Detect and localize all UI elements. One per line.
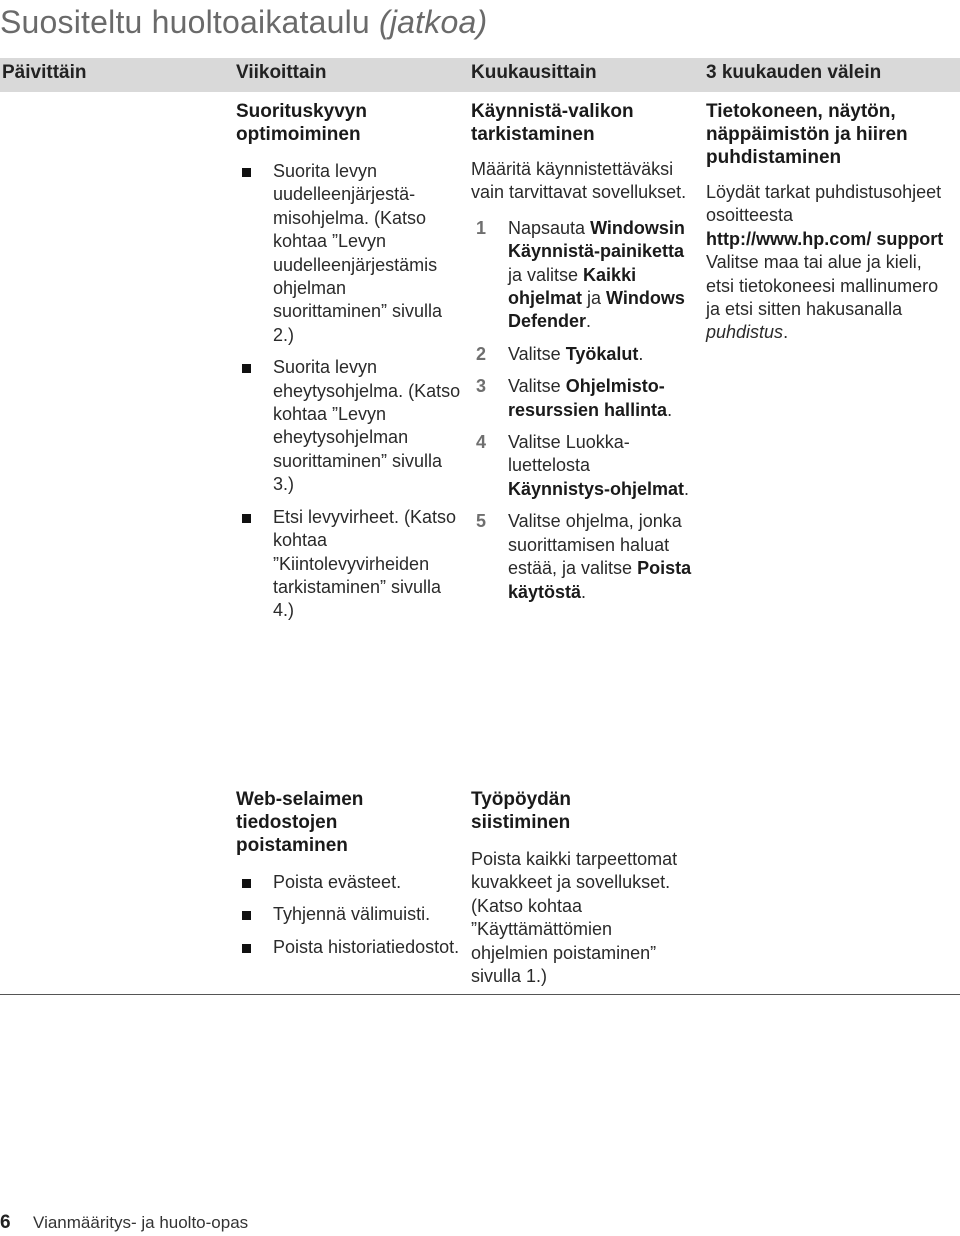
list-item: 5 Valitse ohjelma, jonka suorittamisen haluat estää, ja valitse Poista käytöstä.: [476, 511, 692, 602]
bullet-icon: [242, 514, 251, 523]
section-title: Tietokoneen, näytön, näppäimistön ja hiiren puhdistaminen: [706, 101, 908, 168]
section-title: Suorituskyvyn optimoiminen: [236, 101, 367, 145]
weekly-section-browser: [236, 788, 461, 968]
bullet-list: [236, 160, 461, 623]
table-bottom-rule: [0, 994, 960, 995]
page-number: 6: [0, 1212, 11, 1233]
weekly-section-optimize: [236, 100, 461, 632]
title-main: Suositeltu huoltoaikataulu: [0, 4, 370, 40]
list-item: 2 Valitse Työkalut.: [476, 343, 644, 364]
header-weekly: Viikoittain: [236, 62, 327, 83]
bullet-icon: [242, 911, 251, 920]
section-text: Löydät tarkat puhdistusohjeet osoitteesta http://www.hp.com/ support Valitse maa tai alue ja kieli, etsi tietokoneesi mallinumero ja etsi sitten hakusanalla puhdistus.: [706, 182, 944, 343]
list-item: Suorita levyn eheytysohjelma. (Katso kohtaa ”Levyn eheytysohjelman suorittaminen” sivulla 3.): [236, 356, 461, 496]
list-item: Etsi levyvirheet. (Katso kohtaa ”Kiintolevyvirheiden tarkistaminen” sivulla 4.): [236, 506, 461, 623]
list-item: 1 Napsauta Windowsin Käynnistä-painiketta ja valitse Kaikki ohjelmat ja Windows Defender.: [476, 217, 685, 332]
support-link[interactable]: http://www.hp.com/ support: [706, 228, 944, 249]
section-text: Poista kaikki tarpeettomat kuvakkeet ja sovellukset. (Katso kohtaa ”Käyttämättömien ohjelmien poistaminen” sivulla 1.): [471, 849, 678, 987]
bullet-icon: [242, 944, 251, 953]
header-quarterly: 3 kuukauden välein: [706, 62, 882, 83]
title-suffix: (jatkoa): [379, 4, 488, 40]
header-daily: Päivittäin: [2, 62, 87, 83]
bullet-icon: [242, 879, 251, 888]
section-title: Web-selaimen tiedostojen poistaminen: [236, 789, 364, 856]
section-title: Käynnistä-valikon tarkistaminen: [471, 101, 634, 145]
step-list: [471, 217, 696, 604]
list-item: 4 Valitse Luokka-luettelosta Käynnistys-ohjelmat.: [476, 432, 690, 499]
list-item: Poista historiatiedostot.: [236, 936, 461, 959]
header-monthly: Kuukausittain: [471, 62, 597, 83]
page-footer: [0, 1212, 248, 1234]
list-item: Poista evästeet.: [236, 871, 461, 894]
page-title: [0, 4, 487, 41]
list-item: Suorita levyn uudelleenjärjestä- misohjelma. (Katso kohtaa ”Levyn uudelleenjärjestämis ohjelman suorittaminen” sivulla 2.): [236, 160, 461, 347]
list-item: 3 Valitse Ohjelmisto-resurssien hallinta.: [476, 376, 673, 420]
footer-text: Vianmääritys- ja huolto-opas: [33, 1213, 249, 1232]
list-item: Tyhjennä välimuisti.: [236, 903, 461, 926]
monthly-section-desktop: [471, 788, 696, 988]
bullet-icon: [242, 168, 251, 177]
section-title: Työpöydän siistiminen: [471, 789, 571, 833]
monthly-section-startup: [471, 100, 696, 613]
bullet-icon: [242, 364, 251, 373]
table-header-row: [0, 58, 960, 92]
quarterly-section-cleaning: [706, 100, 946, 345]
section-intro: Määritä käynnistettäväksi vain tarvittavat sovellukset.: [471, 159, 687, 203]
bullet-list: [236, 871, 461, 959]
